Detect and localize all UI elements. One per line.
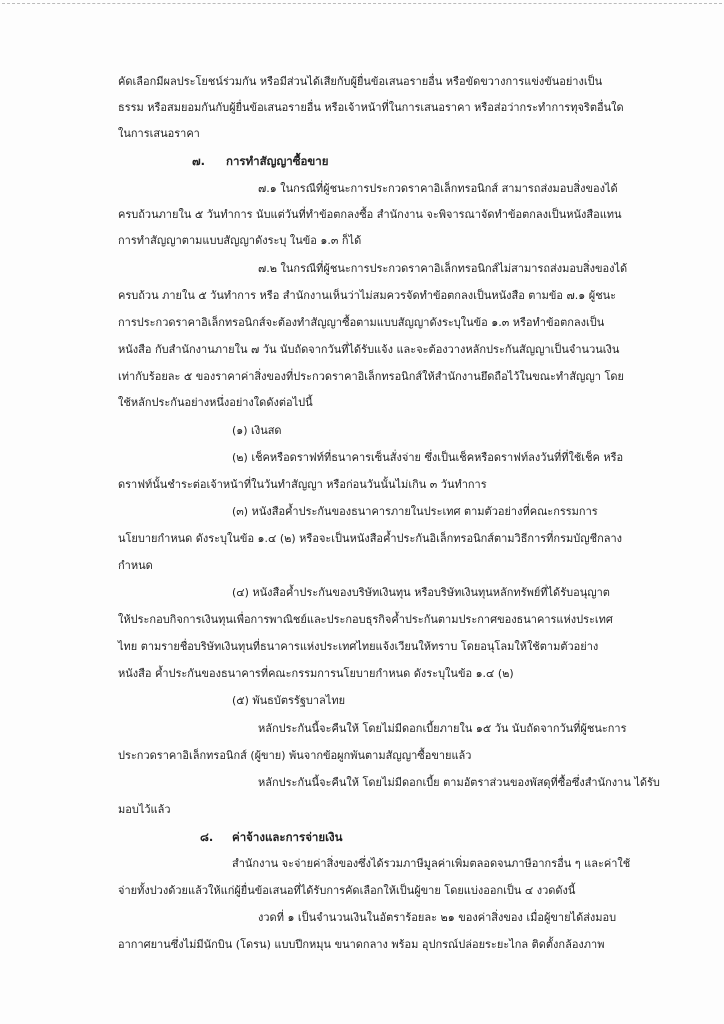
body-line: คัดเลือกมีผลประโยชน์ร่วมกัน หรือมีส่วนได้เสียกับผู้ยื่นข้อเสนอรายอื่น หรือขัดขวางการแข่งขันอย่างเป็น [118, 75, 603, 88]
body-line: ธรรม หรือสมยอมกันกับผู้ยื่นข้อเสนอรายอื่น หรือเจ้าหน้าที่ในการเสนอราคา หรือส่อว่ากระทำการทุจริตอื่นใด [118, 101, 624, 114]
scan-edge-line [2, 3, 722, 4]
body-line: ๗.๑ ในกรณีที่ผู้ชนะการประกวดราคาอิเล็กทรอนิกส์ สามารถส่งมอบสิ่งของได้ [258, 182, 618, 195]
body-line: นโยบายกำหนด ดังระบุในข้อ ๑.๔ (๒) หรือจะเป็นหนังสือค้ำประกันอิเล็กทรอนิกส์ตามวิธีการที่กรมบัญชีกลาง [118, 532, 623, 545]
body-line: หนังสือ ค้ำประกันของธนาคารที่คณะกรรมการนโยบายกำหนด ดังระบุในข้อ ๑.๔ (๒) [118, 667, 514, 680]
body-line: จ่ายทั้งปวงด้วยแล้วให้แก่ผู้ยื่นข้อเสนอที่ได้รับการคัดเลือกให้เป็นผู้ขาย โดยแบ่งออกเป็น ๔ งวดดังนี้ [118, 884, 576, 897]
body-line: หลักประกันนี้จะคืนให้ โดยไม่มีดอกเบี้ย ตามอัตราส่วนของพัสดุที่ซื้อซึ่งสำนักงาน ได้รับ [258, 776, 660, 789]
body-line: สำนักงาน จะจ่ายค่าสิ่งของซึ่งได้รวมภาษีมูลค่าเพิ่มตลอดจนภาษีอากรอื่น ๆ และค่าใช้ [232, 857, 631, 870]
body-line: กำหนด [118, 559, 153, 572]
body-line: ดราฟท์นั้นชำระต่อเจ้าหน้าที่ในวันทำสัญญา หรือก่อนวันนั้นไม่เกิน ๓ วันทำการ [118, 478, 487, 491]
list-item: (๒) เช็คหรือดราฟท์ที่ธนาคารเซ็นสั่งจ่าย ซึ่งเป็นเช็คหรือดราฟท์ลงวันที่ที่ใช้เช็ค หรือ [232, 451, 624, 464]
body-line: ในการเสนอราคา [118, 127, 200, 140]
body-line: ให้ประกอบกิจการเงินทุนเพื่อการพาณิชย์และประกอบธุรกิจค้ำประกันตามประกาศของธนาคารแห่งประเทศ [118, 613, 613, 626]
section-number: ๘. [200, 830, 214, 844]
body-line: ครบถ้วน ภายใน ๕ วันทำการ หรือ สำนักงานเห็นว่าไม่สมควรจัดทำข้อตกลงเป็นหนังสือ ตามข้อ ๗.๑ ผู้ชนะ [118, 289, 617, 302]
body-line: งวดที่ ๑ เป็นจำนวนเงินในอัตราร้อยละ ๒๑ ของค่าสิ่งของ เมื่อผู้ขายได้ส่งมอบ [258, 911, 617, 924]
body-line: การประกวดราคาอิเล็กทรอนิกส์จะต้องทำสัญญาซื้อตามแบบสัญญาดังระบุในข้อ ๑.๓ หรือทำข้อตกลงเป็น [118, 316, 605, 329]
body-line: มอบไว้แล้ว [118, 803, 171, 816]
body-line: ครบถ้วนภายใน ๕ วันทำการ นับแต่วันที่ทำข้อตกลงซื้อ สำนักงาน จะพิจารณาจัดทำข้อตกลงเป็นหนังสือแทน [118, 208, 622, 221]
body-line: เท่ากับร้อยละ ๕ ของราคาค่าสิ่งของที่ประกวดราคาอิเล็กทรอนิกส์ให้สำนักงานยึดถือไว้ในขณะทำสัญญา โดย [118, 370, 624, 383]
body-line: หลักประกันนี้จะคืนให้ โดยไม่มีดอกเบี้ยภายใน ๑๕ วัน นับถัดจากวันที่ผู้ชนะการ [258, 722, 627, 735]
list-item: (๓) หนังสือค้ำประกันของธนาคารภายในประเทศ ตามตัวอย่างที่คณะกรรมการ [232, 505, 598, 518]
body-line: ๗.๒ ในกรณีที่ผู้ชนะการประกวดราคาอิเล็กทรอนิกส์ไม่สามารถส่งมอบสิ่งของได้ [258, 262, 628, 275]
body-line: ไทย ตามรายชื่อบริษัทเงินทุนที่ธนาคารแห่งประเทศไทยแจ้งเวียนให้ทราบ โดยอนุโลมให้ใช้ตามตัวอย่าง [118, 640, 599, 653]
section-heading: การทำสัญญาซื้อขาย [226, 154, 329, 168]
body-line: ประกวดราคาอิเล็กทรอนิกส์ (ผู้ขาย) พ้นจากข้อผูกพันตามสัญญาซื้อขายแล้ว [118, 749, 472, 762]
body-line: การทำสัญญาตามแบบสัญญาดังระบุ ในข้อ ๑.๓ ก็ได้ [118, 234, 362, 247]
list-item: (๔) หนังสือค้ำประกันของบริษัทเงินทุน หรือบริษัทเงินทุนหลักทรัพย์ที่ได้รับอนุญาต [232, 586, 610, 599]
body-line: ใช้หลักประกันอย่างหนึ่งอย่างใดดังต่อไปนี้ [118, 396, 313, 409]
section-number: ๗. [192, 154, 206, 168]
section-heading: ค่าจ้างและการจ่ายเงิน [232, 830, 343, 844]
body-line: หนังสือ กับสำนักงานภายใน ๗ วัน นับถัดจากวันที่ได้รับแจ้ง และจะต้องวางหลักประกันสัญญาเป็นจำนวนเงิน [118, 343, 620, 356]
list-item: (๕) พันธบัตรรัฐบาลไทย [232, 694, 346, 707]
list-item: (๑) เงินสด [232, 424, 282, 437]
body-line: อากาศยานซึ่งไม่มีนักบิน (โดรน) แบบปีกหมุน ขนาดกลาง พร้อม อุปกรณ์ปล่อยระยะไกล ติดตั้งกล้องภาพ [118, 938, 605, 951]
